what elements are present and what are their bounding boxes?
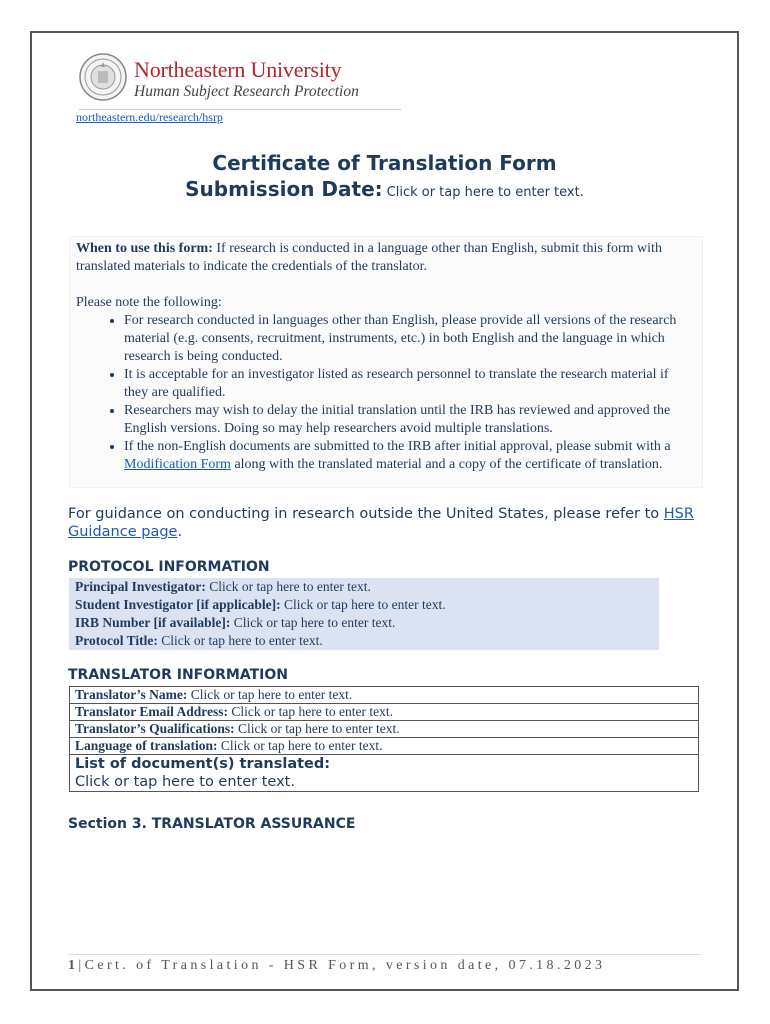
pi-field[interactable] bbox=[75, 578, 659, 596]
instructions-list bbox=[70, 312, 702, 474]
modification-form-link[interactable]: Modification Form bbox=[124, 457, 231, 472]
field-value[interactable]: Click or tap here to enter text. bbox=[230, 615, 396, 630]
field-label: Principal Investigator: bbox=[75, 579, 206, 594]
translator-name-field[interactable] bbox=[70, 687, 699, 704]
section3-heading: Section 3. TRANSLATOR ASSURANCE bbox=[68, 816, 356, 832]
university-seal-icon bbox=[79, 53, 127, 101]
field-value[interactable]: Click or tap here to enter text. bbox=[205, 579, 371, 594]
when-to-use-text: If research is conducted in a language other than English, submit this form with translated materials to indicate the credentials of the translator. bbox=[76, 241, 662, 274]
field-value[interactable]: Click or tap here to enter text. bbox=[234, 721, 400, 736]
bullet4-pre: If the non-English documents are submitted to the IRB after initial approval, please submit with a bbox=[124, 439, 671, 454]
hsr-guidance-link[interactable]: HSR Guidance page bbox=[68, 506, 694, 540]
translator-qualifications-field[interactable] bbox=[70, 721, 699, 738]
field-label: List of document(s) translated: bbox=[75, 756, 331, 772]
bullet4-post: along with the translated material and a copy of the certificate of translation. bbox=[230, 457, 663, 472]
documents-translated-field[interactable] bbox=[70, 755, 699, 792]
university-name: Northeastern University bbox=[134, 57, 342, 82]
table-row bbox=[70, 738, 699, 755]
university-logo bbox=[79, 51, 401, 110]
submission-date-field[interactable]: Click or tap here to enter text. bbox=[386, 185, 584, 200]
guidance-text: For guidance on conducting in research outside the United States, please refer to bbox=[68, 506, 664, 522]
when-to-use-paragraph bbox=[70, 240, 702, 276]
field-value[interactable]: Click or tap here to enter text. bbox=[157, 633, 323, 648]
table-row bbox=[70, 755, 699, 792]
list-item: • It is acceptable for an investigator listed as research personnel to translate the research material if they are qualified. bbox=[124, 366, 692, 402]
guidance-paragraph bbox=[68, 505, 708, 541]
field-value[interactable]: Click or tap here to enter text. bbox=[280, 597, 446, 612]
instructions-box bbox=[69, 236, 703, 488]
field-label: Language of translation: bbox=[75, 738, 218, 753]
list-item: • Researchers may wish to delay the initial translation until the IRB has reviewed and approved the English versions. Doing so may help researchers avoid multiple translations. bbox=[124, 402, 692, 438]
field-label: Translator’s Qualifications: bbox=[75, 721, 235, 736]
table-row bbox=[70, 721, 699, 738]
protocol-info-heading: PROTOCOL INFORMATION bbox=[68, 559, 270, 575]
table-row bbox=[70, 687, 699, 704]
footer-separator: | bbox=[78, 958, 85, 973]
university-subtitle: Human Subject Research Protection bbox=[134, 83, 359, 100]
field-label: IRB Number [if available]: bbox=[75, 615, 231, 630]
list-item: • For research conducted in languages other than English, please provide all versions of the research material (e.g. consents, recruitment, instruments, etc.) in both English and the language in which research is being conducted. bbox=[124, 312, 692, 366]
field-label: Protocol Title: bbox=[75, 633, 158, 648]
table-row bbox=[70, 704, 699, 721]
field-label: Translator Email Address: bbox=[75, 704, 229, 719]
field-value[interactable]: Click or tap here to enter text. bbox=[217, 738, 383, 753]
page-number: 1 bbox=[68, 958, 79, 973]
footer-text: Cert. of Translation - HSR Form, version date, 07.18.2023 bbox=[84, 958, 606, 973]
submission-date-label: Submission Date: bbox=[185, 177, 383, 201]
translator-info-heading: TRANSLATOR INFORMATION bbox=[68, 667, 288, 683]
field-value[interactable]: Click or tap here to enter text. bbox=[228, 704, 393, 719]
field-value[interactable]: Click or tap here to enter text. bbox=[75, 774, 295, 790]
field-label: Student Investigator [if applicable]: bbox=[75, 597, 281, 612]
student-investigator-field[interactable] bbox=[75, 596, 659, 614]
language-field[interactable] bbox=[70, 738, 699, 755]
hsrp-website-link[interactable]: northeastern.edu/research/hsrp bbox=[76, 110, 223, 124]
translator-info-table bbox=[69, 686, 699, 792]
guidance-end: . bbox=[177, 524, 183, 540]
protocol-info-box bbox=[69, 578, 659, 650]
submission-date-row bbox=[32, 177, 737, 201]
translator-email-field[interactable] bbox=[70, 704, 699, 721]
form-title: Certificate of Translation Form bbox=[212, 151, 557, 175]
protocol-title-field[interactable] bbox=[75, 632, 659, 650]
field-label: Translator’s Name: bbox=[75, 687, 188, 702]
page-footer bbox=[68, 958, 605, 974]
note-intro: Please note the following: bbox=[76, 295, 222, 310]
footer-divider bbox=[68, 954, 701, 955]
document-page bbox=[30, 31, 739, 991]
irb-number-field[interactable] bbox=[75, 614, 659, 632]
when-to-use-label: When to use this form: bbox=[76, 241, 213, 256]
field-value[interactable]: Click or tap here to enter text. bbox=[187, 687, 353, 702]
list-item bbox=[124, 438, 692, 474]
